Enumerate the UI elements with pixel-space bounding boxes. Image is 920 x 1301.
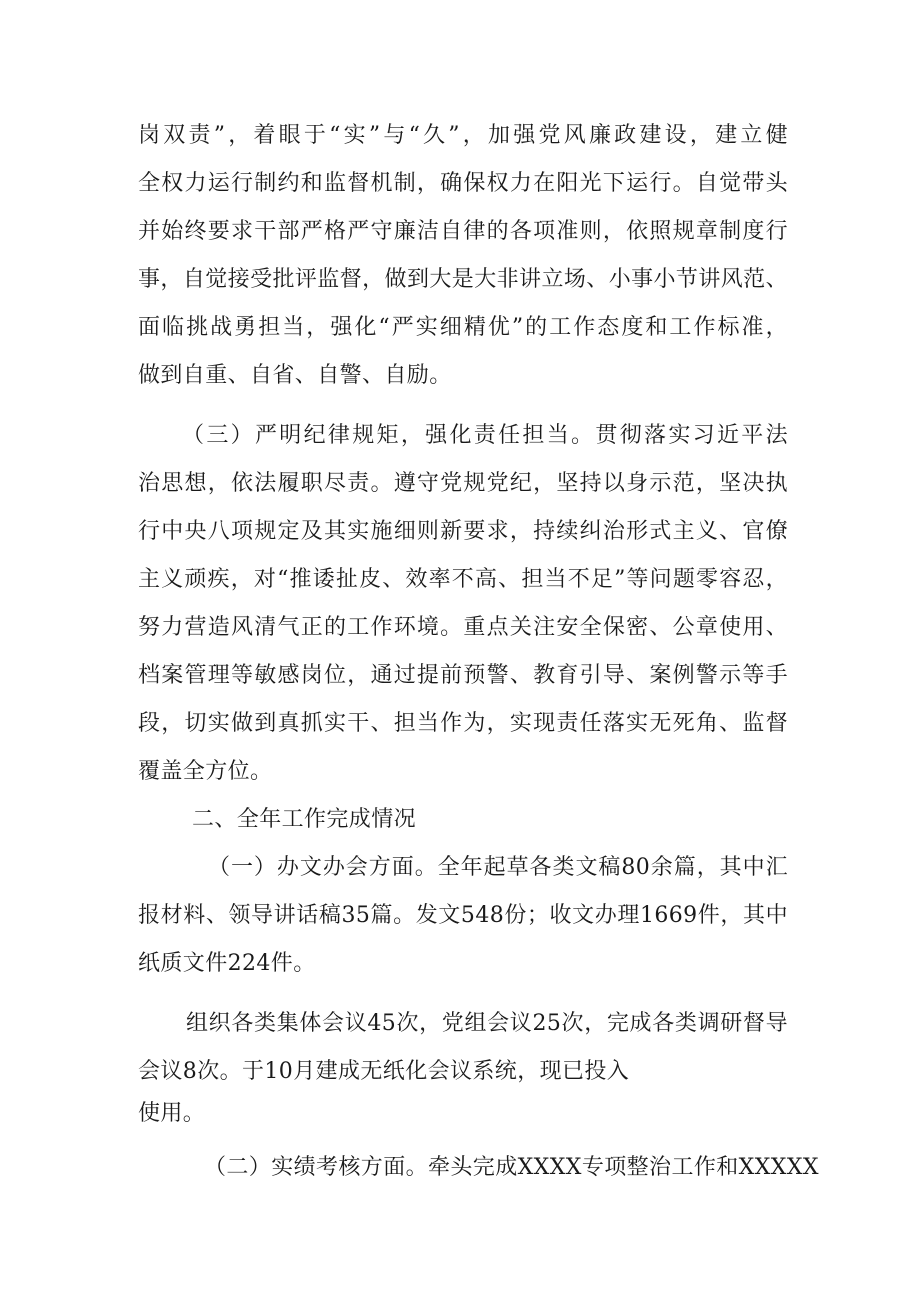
text-line: 岗双责”，着眼于“实”与“久”，加强党风廉政建设，建立健	[138, 123, 788, 148]
text-line: （一）办文办会方面。全年起草各类文稿80余篇，其中汇	[208, 855, 788, 880]
text-line: 主义顽疾，对“推诿扯皮、效率不高、担当不足”等问题零容忍，	[138, 567, 788, 592]
text-line: 覆盖全方位。	[138, 759, 273, 784]
text-line: 纸质文件224件。	[138, 951, 316, 976]
text-line: 事，自觉接受批评监督，做到大是大非讲立场、小事小节讲风范、	[138, 267, 788, 292]
paragraph-documents-meetings	[138, 844, 788, 988]
text-line: （二）实绩考核方面。牵头完成XXXX专项整治工作和XXXXX	[204, 1155, 819, 1180]
text-line: 并始终要求干部严格严守廉洁自律的各项准则，依照规章制度行	[138, 219, 788, 244]
paragraph-responsibility-integrity	[138, 112, 788, 400]
text-line: 段，切实做到真抓实干、担当作为，实现责任落实无死角、监督	[138, 711, 788, 736]
text-line: 做到自重、自省、自警、自励。	[138, 363, 452, 388]
text-line: （三）严明纪律规矩，强化责任担当。贯彻落实习近平法	[182, 423, 788, 448]
text-line: 努力营造风清气正的工作环境。重点关注安全保密、公章使用、	[138, 615, 788, 640]
text-line: 治思想，依法履职尽责。遵守党规党纪，坚持以身示范，坚决执	[138, 471, 788, 496]
text-line: 报材料、领导讲话稿35篇。发文548份；收文办理1669件，其中	[138, 903, 788, 928]
text-line: 使用。	[138, 1101, 206, 1126]
paragraph-performance-assessment	[138, 1144, 819, 1192]
paragraph-meetings	[138, 1000, 788, 1132]
text-line: 行中央八项规定及其实施细则新要求，持续纠治形式主义、官僚	[138, 519, 788, 544]
text-line: 全权力运行制约和监督机制，确保权力在阳光下运行。自觉带头	[138, 171, 788, 196]
text-line: 面临挑战勇担当，强化“严实细精优”的工作态度和工作标准，	[138, 315, 788, 340]
document-page	[138, 112, 819, 1192]
text-line: 档案管理等敏感岗位，通过提前预警、教育引导、案例警示等手	[138, 663, 788, 688]
section-heading: 二、全年工作完成情况	[192, 807, 417, 832]
text-line: 组织各类集体会议45次，党组会议25次，完成各类调研督导	[186, 1011, 788, 1036]
paragraph-discipline-rules	[138, 412, 788, 796]
text-line: 会议8次。于10月建成无纸化会议系统，现已投入	[138, 1059, 630, 1084]
